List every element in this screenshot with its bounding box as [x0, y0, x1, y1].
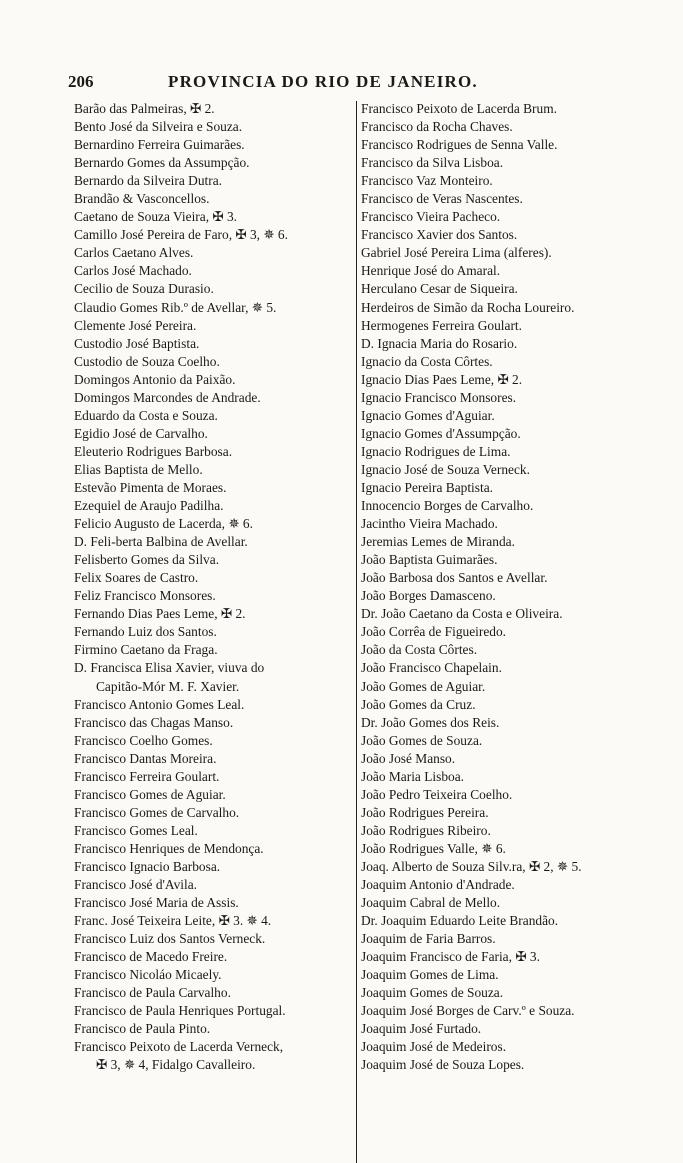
- left-column: [74, 100, 356, 1075]
- list-entry: João Maria Lisboa.: [361, 768, 465, 784]
- list-entry: Ignacio Gomes d'Assumpção.: [361, 425, 521, 441]
- list-entry: Herdeiros de Simão da Rocha Loureiro.: [361, 299, 575, 315]
- list-entry: Francisco Ferreira Goulart.: [74, 768, 220, 784]
- list-entry: Ignacio Pereira Baptista.: [361, 479, 493, 495]
- list-entry: Francisco Nicoláo Micaely.: [74, 967, 222, 983]
- list-entry: D. Ignacia Maria do Rosario.: [361, 335, 518, 351]
- list-entry: Ignacio Dias Paes Leme, ✠ 2.: [361, 371, 523, 387]
- list-entry: Francisco José d'Avila.: [74, 877, 198, 893]
- list-entry: Dr. João Gomes dos Reis.: [361, 714, 500, 730]
- list-entry: Francisco Antonio Gomes Leal.: [74, 696, 245, 712]
- list-entry: Dr. Joaquim Eduardo Leite Brandão.: [361, 913, 559, 929]
- list-entry: Camillo José Pereira de Faro, ✠ 3, ✵ 6.: [74, 227, 288, 243]
- list-entry: Ezequiel de Araujo Padilha.: [74, 498, 224, 514]
- list-entry: Francisco José Maria de Assis.: [74, 895, 239, 911]
- list-entry: Eleuterio Rodrigues Barbosa.: [74, 443, 233, 459]
- list-entry: Herculano Cesar de Siqueira.: [361, 281, 518, 297]
- list-entry: João Francisco Chapelain.: [361, 660, 502, 676]
- list-entry: Francisco de Paula Pinto.: [74, 1021, 211, 1037]
- list-entry: Capitão-Mór M. F. Xavier.: [96, 678, 240, 694]
- list-entry: João Borges Damasceno.: [361, 588, 496, 604]
- list-entry: Joaquim Gomes de Lima.: [361, 967, 499, 983]
- list-entry: Carlos Caetano Alves.: [74, 245, 194, 261]
- list-entry: João da Costa Côrtes.: [361, 642, 478, 658]
- list-entry: João Gomes da Cruz.: [361, 696, 476, 712]
- list-entry: João Rodrigues Valle, ✵ 6.: [361, 840, 506, 856]
- list-entry: D. Feli-berta Balbina de Avellar.: [74, 534, 248, 550]
- list-entry: Francisco das Chagas Manso.: [74, 714, 234, 730]
- list-entry: Joaquim Francisco de Faria, ✠ 3.: [361, 949, 540, 965]
- list-entry: Fernando Dias Paes Leme, ✠ 2.: [74, 606, 246, 622]
- list-entry: Ignacio da Costa Côrtes.: [361, 353, 493, 369]
- list-entry: Feliz Francisco Monsores.: [74, 588, 216, 604]
- list-entry: Joaquim Antonio d'Andrade.: [361, 877, 515, 893]
- list-entry: Felicio Augusto de Lacerda, ✵ 6.: [74, 516, 253, 532]
- right-column: [361, 100, 631, 1075]
- list-entry: Egidio José de Carvalho.: [74, 425, 208, 441]
- list-entry: Jeremias Lemes de Miranda.: [361, 534, 515, 550]
- list-entry: João Corrêa de Figueiredo.: [361, 624, 507, 640]
- list-entry: Innocencio Borges de Carvalho.: [361, 498, 534, 514]
- list-entry: Ignacio Francisco Monsores.: [361, 389, 517, 405]
- list-entry: Joaquim de Faria Barros.: [361, 931, 496, 947]
- list-entry: Firmino Caetano da Fraga.: [74, 642, 218, 658]
- list-entry: Franc. José Teixeira Leite, ✠ 3. ✵ 4.: [74, 913, 272, 929]
- page-header: [68, 72, 628, 98]
- page-number: 206: [68, 72, 94, 91]
- running-title: PROVINCIA DO RIO DE JANEIRO.: [168, 72, 478, 91]
- list-entry: Clemente José Pereira.: [74, 317, 197, 333]
- list-entry: Joaquim José de Souza Lopes.: [361, 1057, 525, 1073]
- list-entry: Ignacio Gomes d'Aguiar.: [361, 407, 495, 423]
- list-entry: João Gomes de Aguiar.: [361, 678, 486, 694]
- list-entry: Claudio Gomes Rib.º de Avellar, ✵ 5.: [74, 299, 277, 315]
- list-entry: Bento José da Silveira e Souza.: [74, 119, 243, 135]
- list-entry: Custodio José Baptista.: [74, 335, 200, 351]
- list-entry: Francisco Vaz Monteiro.: [361, 173, 493, 189]
- list-entry: Bernardo Gomes da Assumpção.: [74, 155, 250, 171]
- list-entry: Domingos Antonio da Paixão.: [74, 371, 236, 387]
- list-entry: Hermogenes Ferreira Goulart.: [361, 317, 522, 333]
- list-entry: Francisco Henriques de Mendonça.: [74, 840, 264, 856]
- list-entry: Cecilio de Souza Durasio.: [74, 281, 214, 297]
- list-entry: João José Manso.: [361, 750, 456, 766]
- list-entry: Joaquim José de Medeiros.: [361, 1039, 507, 1055]
- list-entry: João Baptista Guimarães.: [361, 552, 498, 568]
- list-entry: Ignacio José de Souza Verneck.: [361, 461, 530, 477]
- list-entry: Francisco Gomes Leal.: [74, 822, 198, 838]
- list-entry: Barão das Palmeiras, ✠ 2.: [74, 101, 215, 116]
- list-entry: João Pedro Teixeira Coelho.: [361, 786, 513, 802]
- list-entry: Francisco Dantas Moreira.: [74, 750, 217, 766]
- list-entry: Francisco Gomes de Aguiar.: [74, 786, 226, 802]
- list-entry: Joaquim José Borges de Carv.º e Souza.: [361, 1003, 575, 1019]
- list-entry: Elias Baptista de Mello.: [74, 461, 203, 477]
- list-entry: Francisco de Veras Nascentes.: [361, 191, 523, 207]
- list-entry: Domingos Marcondes de Andrade.: [74, 389, 261, 405]
- list-entry: Francisco Rodrigues de Senna Valle.: [361, 137, 558, 153]
- list-entry: João Rodrigues Ribeiro.: [361, 822, 491, 838]
- list-entry: Francisco Gomes de Carvalho.: [74, 804, 240, 820]
- list-entry: Henrique José do Amaral.: [361, 263, 501, 279]
- list-entry: João Rodrigues Pereira.: [361, 804, 489, 820]
- list-entry: Francisco da Rocha Chaves.: [361, 119, 513, 135]
- list-entry: Francisco da Silva Lisboa.: [361, 155, 504, 171]
- list-entry: João Gomes de Souza.: [361, 732, 483, 748]
- list-entry: Gabriel José Pereira Lima (alferes).: [361, 245, 552, 261]
- list-entry: Francisco Peixoto de Lacerda Verneck,: [74, 1039, 284, 1055]
- list-entry: Estevão Pimenta de Moraes.: [74, 479, 227, 495]
- list-entry: Ignacio Rodrigues de Lima.: [361, 443, 511, 459]
- list-entry: Dr. João Caetano da Costa e Oliveira.: [361, 606, 563, 622]
- list-entry: Felisberto Gomes da Silva.: [74, 552, 220, 568]
- list-entry: Caetano de Souza Vieira, ✠ 3.: [74, 209, 237, 225]
- list-entry: Francisco Xavier dos Santos.: [361, 227, 518, 243]
- list-entry: Fernando Luiz dos Santos.: [74, 624, 217, 640]
- list-entry: Joaq. Alberto de Souza Silv.ra, ✠ 2, ✵ 5.: [361, 858, 582, 874]
- list-entry: Francisco Luiz dos Santos Verneck.: [74, 931, 266, 947]
- list-entry: Joaquim Gomes de Souza.: [361, 985, 504, 1001]
- list-entry: Felix Soares de Castro.: [74, 570, 199, 586]
- list-entry: Francisco de Paula Carvalho.: [74, 985, 231, 1001]
- list-entry: ✠ 3, ✵ 4, Fidalgo Cavalleiro.: [96, 1057, 256, 1073]
- list-entry: D. Francisca Elisa Xavier, viuva do: [74, 660, 265, 676]
- list-entry: Eduardo da Costa e Souza.: [74, 407, 218, 423]
- list-entry: Francisco Vieira Pacheco.: [361, 209, 501, 225]
- list-entry: Bernardo da Silveira Dutra.: [74, 173, 222, 189]
- list-entry: Francisco de Macedo Freire.: [74, 949, 228, 965]
- list-entry: Joaquim Cabral de Mello.: [361, 895, 501, 911]
- list-entry: Carlos José Machado.: [74, 263, 192, 279]
- list-entry: Francisco Ignacio Barbosa.: [74, 858, 221, 874]
- list-entry: Bernardino Ferreira Guimarães.: [74, 137, 245, 153]
- list-entry: Joaquim José Furtado.: [361, 1021, 482, 1037]
- list-entry: Francisco Coelho Gomes.: [74, 732, 213, 748]
- list-entry: Jacintho Vieira Machado.: [361, 516, 498, 532]
- list-entry: Francisco Peixoto de Lacerda Brum.: [361, 101, 557, 116]
- column-divider: [356, 101, 357, 1163]
- list-entry: Francisco de Paula Henriques Portugal.: [74, 1003, 286, 1019]
- list-entry: João Barbosa dos Santos e Avellar.: [361, 570, 548, 586]
- list-entry: Custodio de Souza Coelho.: [74, 353, 220, 369]
- list-entry: Brandão & Vasconcellos.: [74, 191, 210, 207]
